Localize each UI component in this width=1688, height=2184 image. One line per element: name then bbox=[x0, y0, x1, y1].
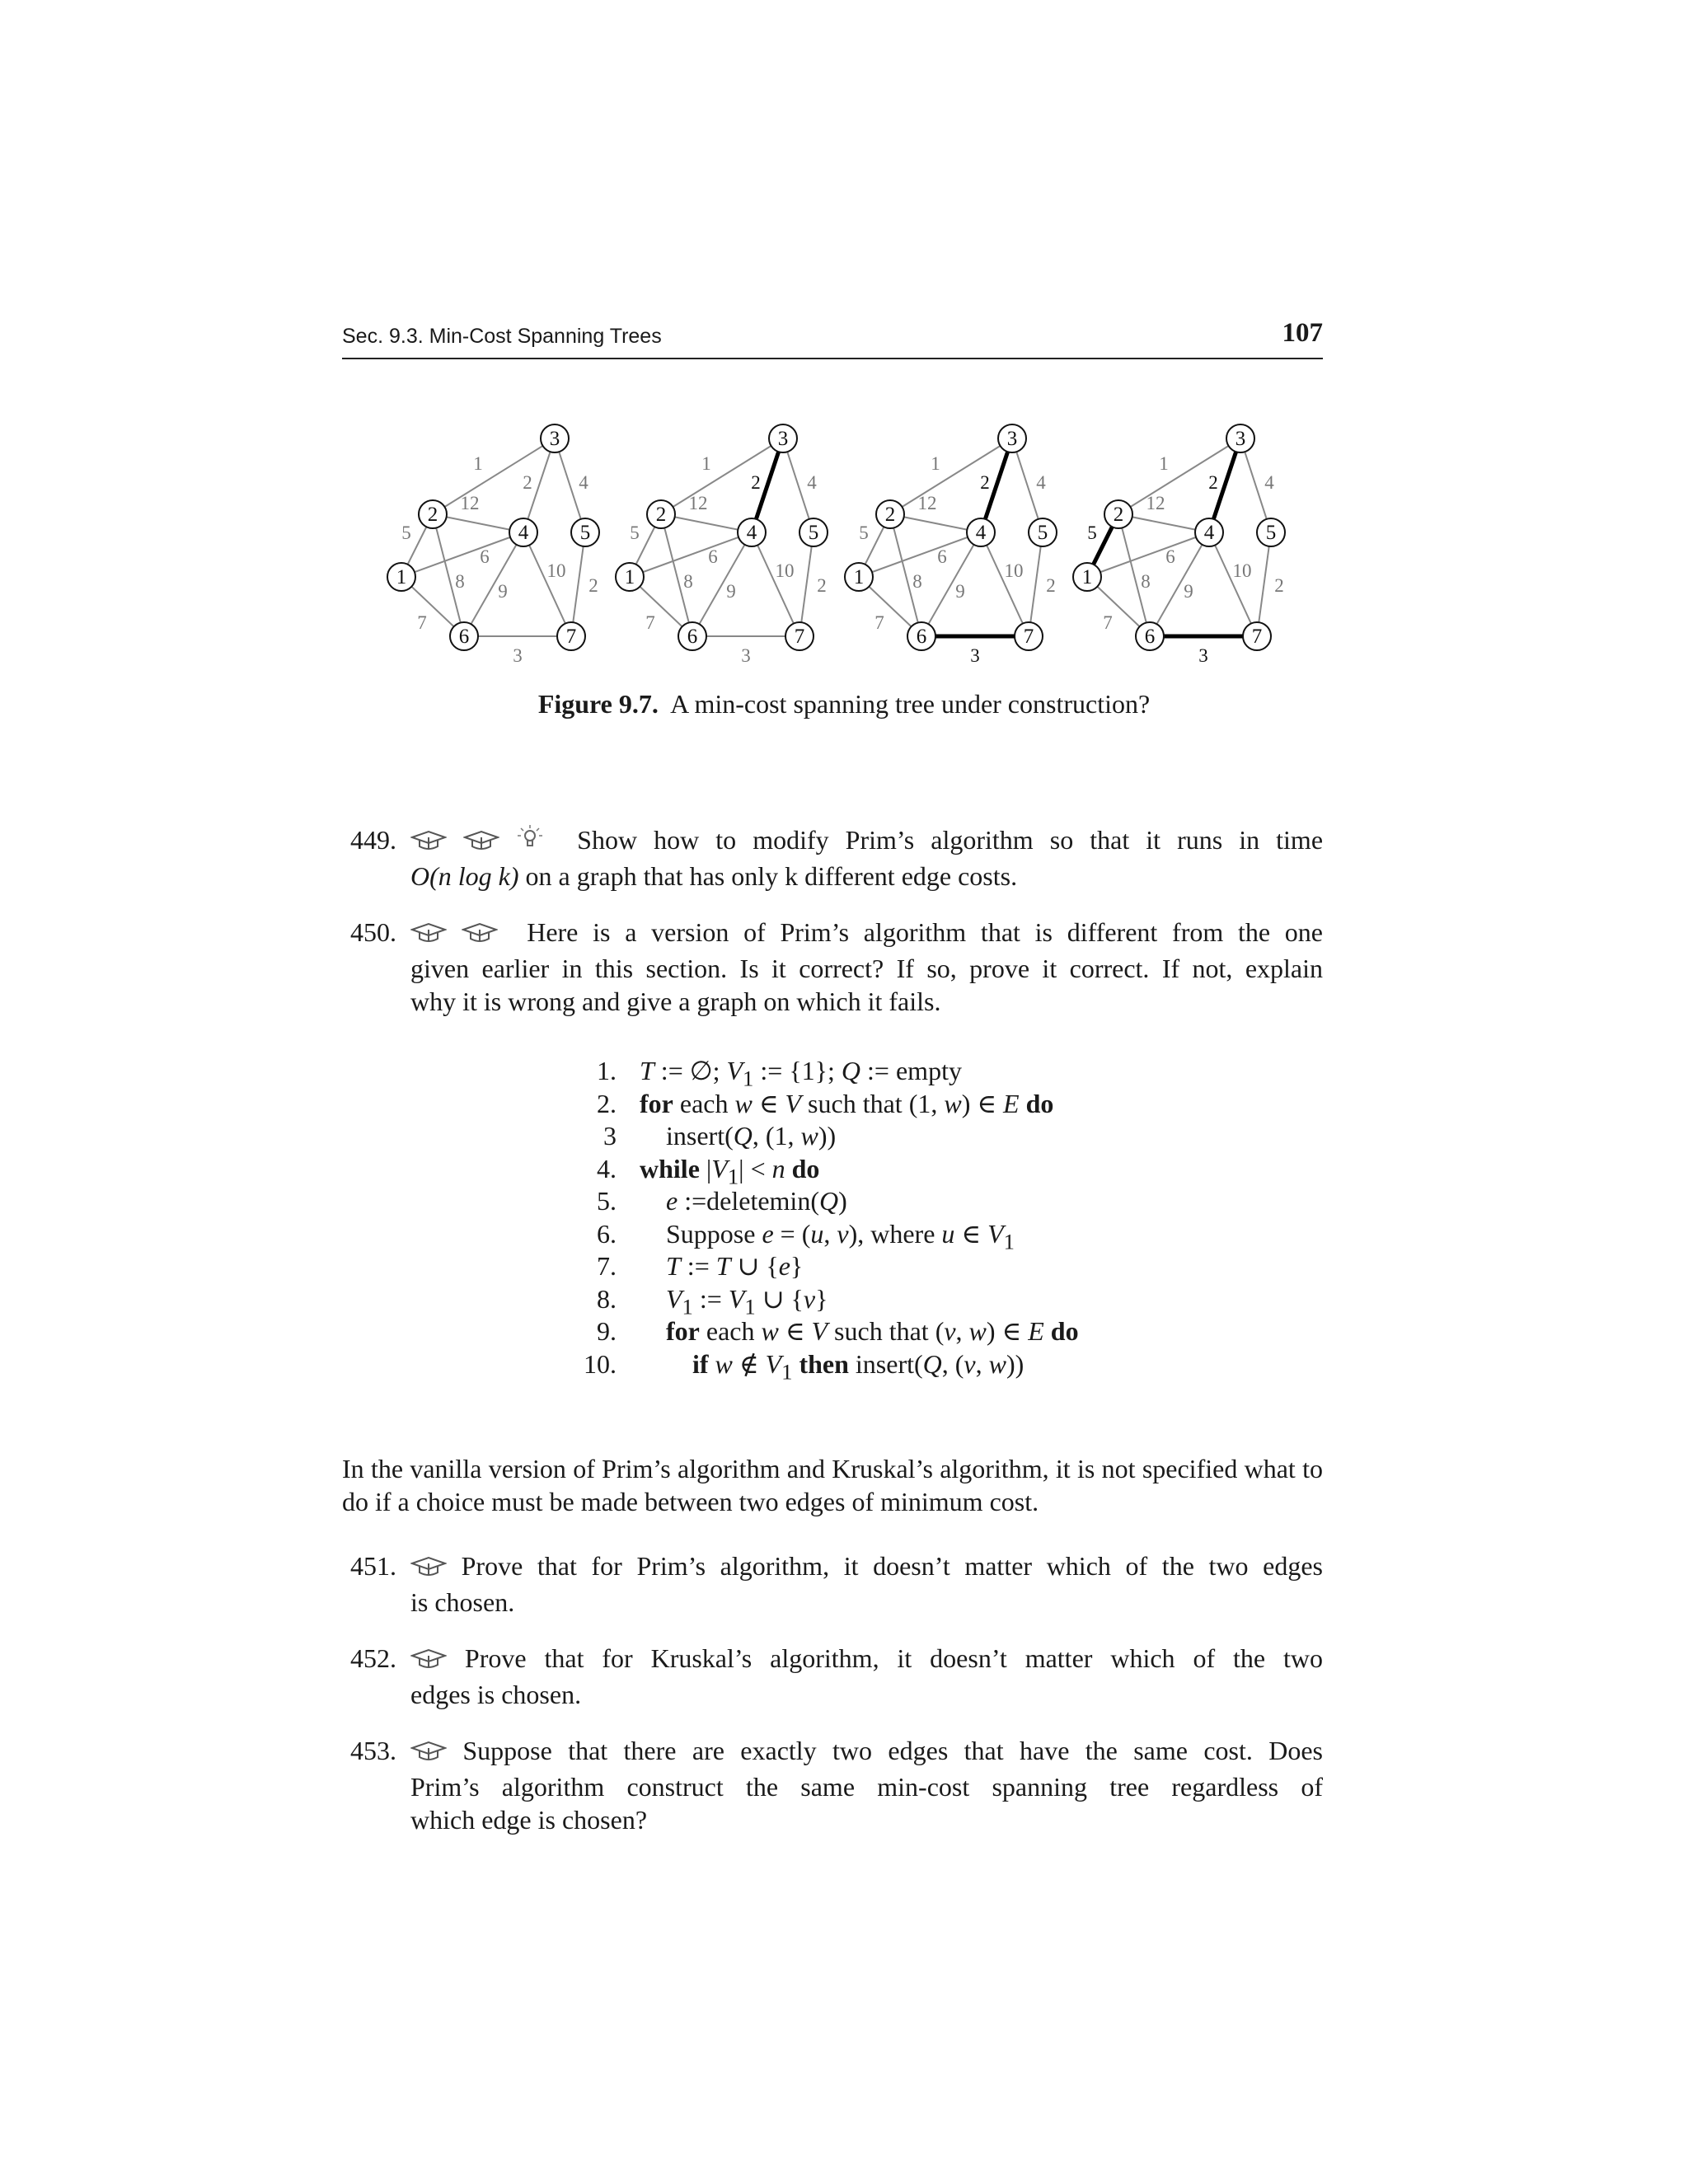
edge-weight-label: 2 bbox=[1208, 472, 1218, 493]
edge-weight-label: 1 bbox=[1159, 453, 1169, 474]
edge-weight-label: 1 bbox=[931, 453, 940, 474]
graph-edge bbox=[921, 532, 981, 636]
algorithm-line bbox=[569, 1185, 1079, 1218]
line-number: 8. bbox=[597, 1283, 617, 1314]
exercise-451 bbox=[410, 1549, 1323, 1619]
graph-edge bbox=[981, 532, 1029, 636]
edge-weight-label: 1 bbox=[473, 453, 483, 474]
edge-weight-label: 4 bbox=[1036, 472, 1046, 493]
line-number: 4. bbox=[597, 1153, 617, 1183]
exercise-450-line-1: Here is a version of Prim’s algorithm that is different from the one bbox=[527, 917, 1323, 947]
hat-icon bbox=[410, 1645, 447, 1678]
node-label: 2 bbox=[655, 504, 667, 526]
exercise-450-number: 450. bbox=[350, 917, 396, 947]
node-label: 3 bbox=[777, 428, 789, 450]
edge-weight-label: 6 bbox=[480, 546, 490, 567]
exercise-452-line-1: Prove that for Kruskal’s algorithm, it doesn’t matter which of the two bbox=[464, 1643, 1323, 1673]
algorithm-line bbox=[569, 1120, 1079, 1153]
line-code: if w ∉ $V_1$ then insert(Q, (v, w)) bbox=[692, 1348, 1025, 1384]
edge-weight-label: 12 bbox=[1146, 493, 1165, 513]
exercise-450-line-3: why it is wrong and give a graph on which it fails. bbox=[410, 987, 941, 1016]
algorithm-line bbox=[569, 1218, 1079, 1254]
edge-weight-label: 3 bbox=[970, 645, 980, 666]
line-number: 3 bbox=[603, 1121, 617, 1151]
graph-edge bbox=[571, 532, 585, 636]
edge-weight-label: 10 bbox=[1004, 560, 1024, 581]
graph-edge bbox=[1150, 532, 1209, 636]
page-number: 107 bbox=[1282, 318, 1323, 348]
line-number: 5. bbox=[597, 1186, 617, 1216]
hat-icon bbox=[410, 827, 447, 860]
line-number: 9. bbox=[597, 1316, 617, 1346]
edge-weight-label: 2 bbox=[588, 575, 598, 596]
algorithm-line bbox=[569, 1315, 1079, 1348]
line-code: while $|V_1| < n$ do bbox=[640, 1153, 820, 1188]
exercise-453-line-2: Prim’s algorithm construct the same min-cost spanning tree regardless of bbox=[410, 1772, 1323, 1802]
graph-edge bbox=[1029, 532, 1043, 636]
edge-weight-label: 10 bbox=[1232, 560, 1252, 581]
node-label: 1 bbox=[853, 566, 865, 588]
node-label: 1 bbox=[396, 566, 407, 588]
exercise-450 bbox=[410, 916, 1323, 1018]
graph-edge bbox=[661, 438, 783, 514]
edge-weight-label: 4 bbox=[579, 472, 588, 493]
edge-weight-label: 7 bbox=[1103, 612, 1113, 633]
edge-weight-label: 9 bbox=[955, 581, 965, 602]
section-title: Sec. 9.3. Min-Cost Spanning Trees bbox=[342, 325, 662, 348]
edge-weight-label: 2 bbox=[523, 472, 532, 493]
hat-icon bbox=[463, 827, 499, 860]
exercise-451-line-1: Prove that for Prim’s algorithm, it doesn’t matter which of the two edges bbox=[461, 1551, 1324, 1581]
edge-weight-label: 5 bbox=[1087, 523, 1097, 543]
node-label: 1 bbox=[1081, 566, 1093, 588]
algorithm-line bbox=[569, 1250, 1079, 1283]
hat-icon bbox=[410, 1553, 447, 1586]
node-label: 3 bbox=[1235, 428, 1246, 450]
edge-weight-label: 8 bbox=[1141, 571, 1151, 592]
graph-panel-2 bbox=[616, 424, 828, 666]
algorithm-line bbox=[569, 1348, 1079, 1384]
line-code: insert(Q, (1, w)) bbox=[666, 1121, 837, 1151]
caption-label: Figure 9.7. bbox=[537, 689, 659, 719]
edge-weight-label: 10 bbox=[546, 560, 566, 581]
graph-edge bbox=[1118, 438, 1240, 514]
edge-weight-label: 5 bbox=[859, 523, 869, 543]
node-label: 3 bbox=[1006, 428, 1018, 450]
edge-weight-label: 12 bbox=[917, 493, 937, 513]
edge-weight-label: 9 bbox=[1184, 581, 1193, 602]
line-code: Suppose e = (u, v), where u ∈ $V_1$ bbox=[666, 1218, 1015, 1254]
edge-weight-label: 2 bbox=[1274, 575, 1284, 596]
edge-weight-label: 4 bbox=[807, 472, 817, 493]
graph-panel-3 bbox=[845, 424, 1057, 666]
edge-weight-label: 3 bbox=[741, 645, 751, 666]
edge-weight-label: 5 bbox=[401, 523, 411, 543]
caption-text: A min-cost spanning tree under construction? bbox=[670, 689, 1151, 719]
line-number: 10. bbox=[584, 1348, 617, 1379]
line-number: 6. bbox=[597, 1218, 617, 1249]
line-number: 2. bbox=[597, 1088, 617, 1118]
node-label: 3 bbox=[549, 428, 560, 450]
edge-weight-label: 7 bbox=[417, 612, 427, 633]
edge-weight-label: 1 bbox=[701, 453, 711, 474]
edge-weight-label: 3 bbox=[1198, 645, 1208, 666]
node-label: 6 bbox=[1144, 626, 1156, 648]
exercise-453-line-1: Suppose that there are exactly two edges that have the same cost. Does bbox=[462, 1736, 1324, 1765]
edge-weight-label: 7 bbox=[645, 612, 655, 633]
node-label: 1 bbox=[624, 566, 635, 588]
node-label: 4 bbox=[1203, 522, 1215, 544]
edge-weight-label: 8 bbox=[683, 571, 693, 592]
edge-weight-label: 10 bbox=[775, 560, 795, 581]
node-label: 4 bbox=[746, 522, 757, 544]
hat-icon bbox=[462, 919, 498, 952]
line-code: for each w ∈ V such that (v, w) ∈ E do bbox=[666, 1316, 1079, 1346]
node-label: 6 bbox=[687, 626, 698, 648]
hat-icon bbox=[410, 1737, 447, 1770]
edge-weight-label: 9 bbox=[498, 581, 508, 602]
edge-weight-label: 2 bbox=[1046, 575, 1056, 596]
figure-caption bbox=[0, 689, 1688, 719]
graph-edge bbox=[890, 438, 1012, 514]
exercise-453 bbox=[410, 1734, 1323, 1836]
graph-edge bbox=[752, 532, 799, 636]
node-label: 2 bbox=[884, 504, 896, 526]
node-label: 7 bbox=[1251, 626, 1263, 648]
node-label: 4 bbox=[975, 522, 987, 544]
line-code: $V_1$ := $V_1$ ∪ {v} bbox=[666, 1283, 828, 1319]
intro-paragraph: In the vanilla version of Prim’s algorithm and Kruskal’s algorithm, it is not specified what to do if a choice must be made between two edges of minimum cost. bbox=[342, 1454, 1323, 1516]
line-code: e :=deletemin(Q) bbox=[666, 1186, 847, 1216]
node-label: 7 bbox=[794, 626, 805, 648]
node-label: 4 bbox=[518, 522, 529, 544]
edge-weight-label: 8 bbox=[455, 571, 465, 592]
exercise-449-line-2: on a graph that has only k different edge costs. bbox=[525, 861, 1018, 891]
edge-weight-label: 5 bbox=[630, 523, 640, 543]
edge-weight-label: 2 bbox=[751, 472, 761, 493]
edge-weight-label: 2 bbox=[817, 575, 827, 596]
lightbulb-icon bbox=[516, 824, 544, 860]
graph-panel-4 bbox=[1073, 424, 1285, 666]
edge-weight-label: 4 bbox=[1264, 472, 1274, 493]
edge-weight-label: 9 bbox=[726, 581, 736, 602]
edge-weight-label: 8 bbox=[912, 571, 922, 592]
node-label: 6 bbox=[916, 626, 927, 648]
graph-edge bbox=[1257, 532, 1271, 636]
node-label: 2 bbox=[1113, 504, 1124, 526]
algorithm-line bbox=[569, 1055, 1079, 1091]
exercise-451-number: 451. bbox=[350, 1551, 396, 1581]
line-code: T := T ∪ {e} bbox=[666, 1251, 804, 1281]
graph-edge bbox=[1209, 532, 1257, 636]
algorithm-listing bbox=[569, 1055, 1079, 1384]
node-label: 5 bbox=[808, 522, 819, 544]
exercise-450-line-2: given earlier in this section. Is it correct? If so, prove it correct. If not, explain bbox=[410, 954, 1323, 983]
exercise-453-line-3: which edge is chosen? bbox=[410, 1805, 648, 1835]
hat-icon bbox=[410, 919, 447, 952]
line-number: 1. bbox=[597, 1056, 617, 1085]
graph-edge bbox=[799, 532, 814, 636]
node-label: 2 bbox=[427, 504, 438, 526]
edge-weight-label: 12 bbox=[688, 493, 708, 513]
line-number: 7. bbox=[597, 1251, 617, 1281]
edge-weight-label: 6 bbox=[1165, 546, 1175, 567]
exercise-449-number: 449. bbox=[350, 825, 396, 855]
node-label: 5 bbox=[579, 522, 591, 544]
spanning-tree-figure bbox=[363, 412, 1352, 684]
graph-edge bbox=[692, 532, 752, 636]
page-header bbox=[342, 318, 1323, 359]
exercise-451-line-2: is chosen. bbox=[410, 1587, 515, 1617]
exercise-453-number: 453. bbox=[350, 1736, 396, 1765]
line-code: for each w ∈ V such that (1, w) ∈ E do bbox=[640, 1088, 1054, 1118]
exercise-449-math: O(n log k) bbox=[410, 861, 519, 891]
edge-weight-label: 2 bbox=[980, 472, 990, 493]
exercise-449 bbox=[410, 823, 1323, 893]
line-code: T := ∅; $V_1$ := {1}; Q := empty bbox=[640, 1056, 962, 1091]
graph-panel-1 bbox=[387, 424, 599, 666]
exercise-449-line-1: Show how to modify Prim’s algorithm so that it runs in time bbox=[577, 825, 1324, 855]
node-label: 7 bbox=[565, 626, 577, 648]
exercise-452-number: 452. bbox=[350, 1643, 396, 1673]
algorithm-line bbox=[569, 1088, 1079, 1121]
edge-weight-label: 7 bbox=[874, 612, 884, 633]
edge-weight-label: 12 bbox=[460, 493, 480, 513]
node-label: 5 bbox=[1265, 522, 1277, 544]
edge-weight-label: 3 bbox=[513, 645, 523, 666]
exercise-452-line-2: edges is chosen. bbox=[410, 1680, 582, 1709]
edge-weight-label: 6 bbox=[708, 546, 718, 567]
graph-edge bbox=[523, 532, 571, 636]
graph-edge bbox=[464, 532, 523, 636]
exercise-452 bbox=[410, 1642, 1323, 1711]
algorithm-line bbox=[569, 1283, 1079, 1319]
edge-weight-label: 6 bbox=[937, 546, 947, 567]
node-label: 5 bbox=[1037, 522, 1048, 544]
node-label: 7 bbox=[1023, 626, 1034, 648]
graph-edge bbox=[433, 438, 555, 514]
node-label: 6 bbox=[458, 626, 470, 648]
algorithm-line bbox=[569, 1153, 1079, 1186]
